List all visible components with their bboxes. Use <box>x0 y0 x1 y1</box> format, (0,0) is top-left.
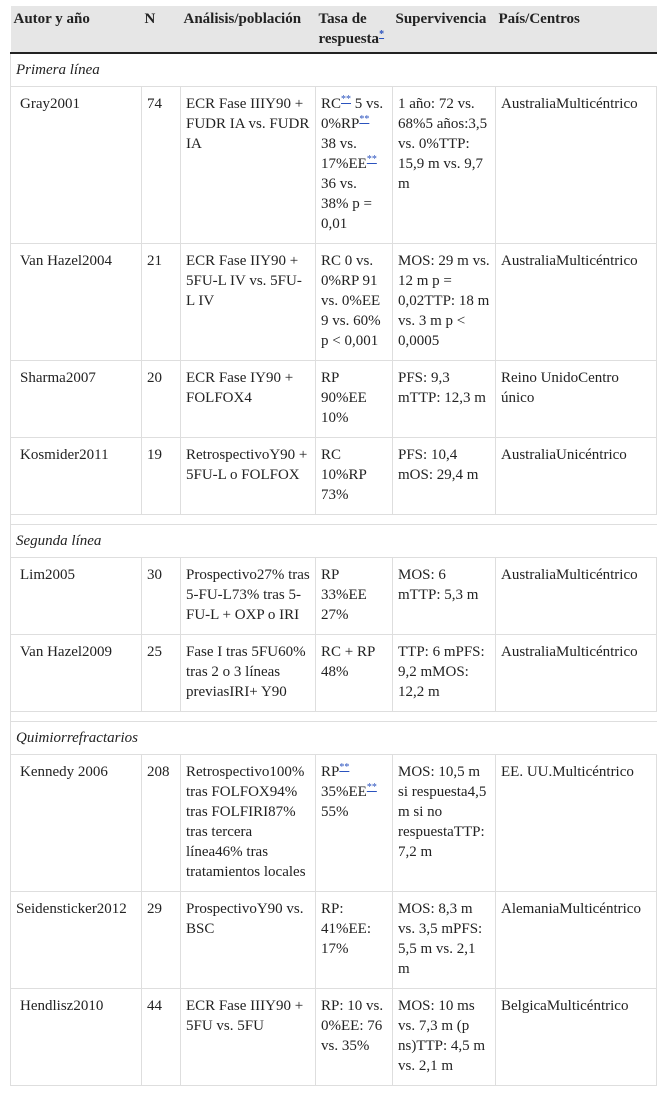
cell-country: Reino UnidoCentro único <box>496 361 657 438</box>
cell-survival: MOS: 10,5 m si respuesta4,5 m si no respuestaTTP: 7,2 m <box>393 755 496 892</box>
footnote-link[interactable]: ** <box>366 782 377 793</box>
cell-country: AustraliaMulticéntrico <box>496 87 657 244</box>
table-row <box>11 635 657 712</box>
cell-analysis: ECR Fase IIIY90 + 5FU vs. 5FU <box>181 989 316 1086</box>
response-part: 36 vs. 38% p = 0,01 <box>321 176 372 232</box>
cell-author: Kennedy 2006 <box>11 755 142 892</box>
cell-response: RC 0 vs. 0%RP 91 vs. 0%EE 9 vs. 60% p < 0,001 <box>316 244 393 361</box>
header-country: País/Centros <box>496 6 657 53</box>
cell-survival: MOS: 6 mTTP: 5,3 m <box>393 558 496 635</box>
cell-survival: MOS: 29 m vs. 12 m p = 0,02TTP: 18 m vs. 3 m p < 0,0005 <box>393 244 496 361</box>
table-row <box>11 438 657 515</box>
cell-response: RP 33%EE 27% <box>316 558 393 635</box>
cell-author: Sharma2007 <box>11 361 142 438</box>
cell-country: AustraliaMulticéntrico <box>496 244 657 361</box>
cell-n: 29 <box>142 892 181 989</box>
cell-country: AustraliaMulticéntrico <box>496 558 657 635</box>
cell-n: 21 <box>142 244 181 361</box>
cell-response: RP: 41%EE: 17% <box>316 892 393 989</box>
cell-author: Gray2001 <box>11 87 142 244</box>
cell-author: Lim2005 <box>11 558 142 635</box>
cell-analysis: Prospectivo27% tras 5-FU-L73% tras 5-FU-L + OXP o IRI <box>181 558 316 635</box>
spacer-row <box>11 515 657 525</box>
response-part: RP <box>321 764 340 780</box>
response-part: 35%EE <box>321 784 367 800</box>
cell-analysis: ECR Fase IIIY90 + FUDR IA vs. FUDR IA <box>181 87 316 244</box>
table-row <box>11 87 657 244</box>
cell-n: 44 <box>142 989 181 1086</box>
table-row <box>11 892 657 989</box>
cell-response: RC + RP 48% <box>316 635 393 712</box>
header-row <box>11 6 657 53</box>
cell-n: 25 <box>142 635 181 712</box>
spacer-row <box>11 712 657 722</box>
header-analysis: Análisis/población <box>181 6 316 53</box>
header-response-label: Tasa de respuesta <box>318 11 380 47</box>
cell-response <box>316 755 393 892</box>
cell-survival: 1 año: 72 vs. 68%5 años:3,5 vs. 0%TTP: 15,9 m vs. 9,7 m <box>393 87 496 244</box>
cell-analysis: ECR Fase IY90 + FOLFOX4 <box>181 361 316 438</box>
footnote-link[interactable]: ** <box>366 154 377 165</box>
response-part: 5 vs. 0%RP <box>321 96 384 132</box>
footnote-link[interactable]: ** <box>341 94 352 105</box>
cell-country: EE. UU.Multicéntrico <box>496 755 657 892</box>
header-n: N <box>142 6 181 53</box>
section-chemorefractory: Quimiorrefractarios <box>11 722 657 755</box>
cell-response: RC 10%RP 73% <box>316 438 393 515</box>
table-row <box>11 989 657 1086</box>
cell-analysis: ProspectivoY90 vs. BSC <box>181 892 316 989</box>
response-part: RC <box>321 96 342 112</box>
footnote-link[interactable]: ** <box>359 114 370 125</box>
header-response <box>316 6 393 53</box>
cell-analysis: ECR Fase IIY90 + 5FU-L IV vs. 5FU-L IV <box>181 244 316 361</box>
table-row <box>11 755 657 892</box>
section-row <box>11 722 657 755</box>
cell-country: AlemaniaMulticéntrico <box>496 892 657 989</box>
section-row <box>11 525 657 558</box>
cell-author: Kosmider2011 <box>11 438 142 515</box>
cell-n: 19 <box>142 438 181 515</box>
section-second-line: Segunda línea <box>11 525 657 558</box>
cell-response: RP: 10 vs. 0%EE: 76 vs. 35% <box>316 989 393 1086</box>
table-row <box>11 558 657 635</box>
cell-analysis: Retrospectivo100% tras FOLFOX94% tras FOLFIRI87% tras tercera línea46% tras tratamientos locales <box>181 755 316 892</box>
cell-country: AustraliaMulticéntrico <box>496 635 657 712</box>
section-row <box>11 53 657 87</box>
cell-n: 74 <box>142 87 181 244</box>
table-row <box>11 361 657 438</box>
cell-n: 30 <box>142 558 181 635</box>
cell-country: BelgicaMulticéntrico <box>496 989 657 1086</box>
cell-survival: MOS: 8,3 m vs. 3,5 mPFS: 5,5 m vs. 2,1 m <box>393 892 496 989</box>
cell-survival: MOS: 10 ms vs. 7,3 m (p ns)TTP: 4,5 m vs. 2,1 m <box>393 989 496 1086</box>
footnote-link[interactable]: * <box>379 29 385 40</box>
cell-author: Van Hazel2009 <box>11 635 142 712</box>
footnote-link[interactable]: ** <box>339 762 350 773</box>
cell-response: RP 90%EE 10% <box>316 361 393 438</box>
cell-response <box>316 87 393 244</box>
cell-analysis: RetrospectivoY90 + 5FU-L o FOLFOX <box>181 438 316 515</box>
cell-survival: TTP: 6 mPFS: 9,2 mMOS: 12,2 m <box>393 635 496 712</box>
response-part: 38 vs. 17%EE <box>321 136 367 172</box>
cell-survival: PFS: 10,4 mOS: 29,4 m <box>393 438 496 515</box>
cell-analysis: Fase I tras 5FU60% tras 2 o 3 líneas previasIRI+ Y90 <box>181 635 316 712</box>
section-first-line: Primera línea <box>11 53 657 87</box>
results-table <box>10 6 657 1086</box>
cell-n: 20 <box>142 361 181 438</box>
response-part: 55% <box>321 804 349 820</box>
cell-country: AustraliaUnicéntrico <box>496 438 657 515</box>
header-author: Autor y año <box>11 6 142 53</box>
header-survival: Supervivencia <box>393 6 496 53</box>
cell-author: Van Hazel2004 <box>11 244 142 361</box>
cell-author: Hendlisz2010 <box>11 989 142 1086</box>
cell-author: Seidensticker2012 <box>11 892 142 989</box>
table-row <box>11 244 657 361</box>
cell-n: 208 <box>142 755 181 892</box>
cell-survival: PFS: 9,3 mTTP: 12,3 m <box>393 361 496 438</box>
